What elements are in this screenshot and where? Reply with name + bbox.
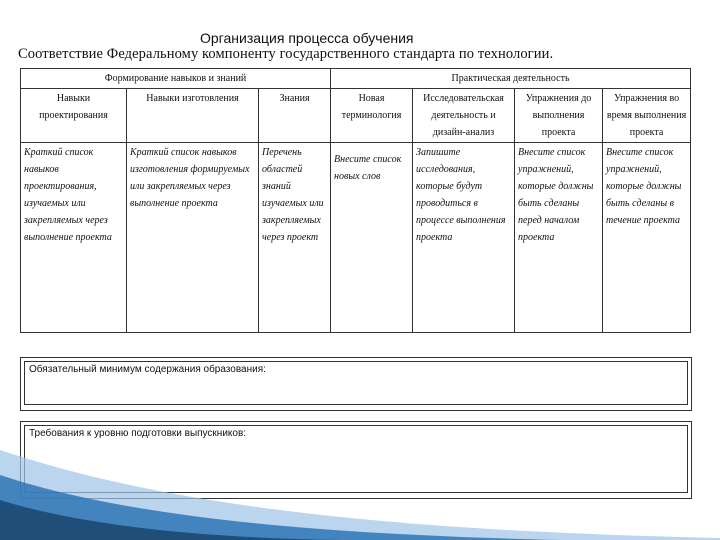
table-cell: Внесите список упражнений, которые должны быть сделаны перед началом проекта xyxy=(515,143,603,333)
table-cell: Внесите список упражнений, которые должны быть сделаны в течение проекта xyxy=(603,143,691,333)
group-header-practice: Практическая деятельность xyxy=(331,69,691,89)
column-header: Исследовательская деятельность и дизайн-анализ xyxy=(413,89,515,143)
wave-dark xyxy=(0,500,340,540)
curriculum-table xyxy=(20,68,691,333)
group-header-formation: Формирование навыков и знаний xyxy=(21,69,331,89)
table-cell: Перечень областей знаний изучаемых или закрепляемых через проект xyxy=(259,143,331,333)
table-cell: Внесите список новых слов xyxy=(331,143,413,333)
page-title: Организация процесса обучения xyxy=(200,30,414,46)
column-header: Знания xyxy=(259,89,331,143)
requirements-label: Требования к уровню подготовки выпускников: xyxy=(24,425,688,493)
column-header: Упражнения во время выполнения проекта xyxy=(603,89,691,143)
page-subtitle: Соответствие Федеральному компоненту государственного стандарта по технологии. xyxy=(18,46,554,62)
table-cell: Запишите исследования, которые будут проводиться в процессе выполнения проекта xyxy=(413,143,515,333)
column-header: Новая терминология xyxy=(331,89,413,143)
minimum-content-box xyxy=(20,357,692,411)
minimum-content-label: Обязательный минимум содержания образования: xyxy=(24,361,688,405)
column-header: Навыки изготовления xyxy=(127,89,259,143)
table-cell: Краткий список навыков проектирования, изучаемых или закрепляемых через выполнение проекта xyxy=(21,143,127,333)
column-header: Навыки проектирования xyxy=(21,89,127,143)
table-cell: Краткий список навыков изготовления формируемых или закрепляемых через выполнение проекта xyxy=(127,143,259,333)
requirements-box xyxy=(20,421,692,499)
column-header: Упражнения до выполнения проекта xyxy=(515,89,603,143)
